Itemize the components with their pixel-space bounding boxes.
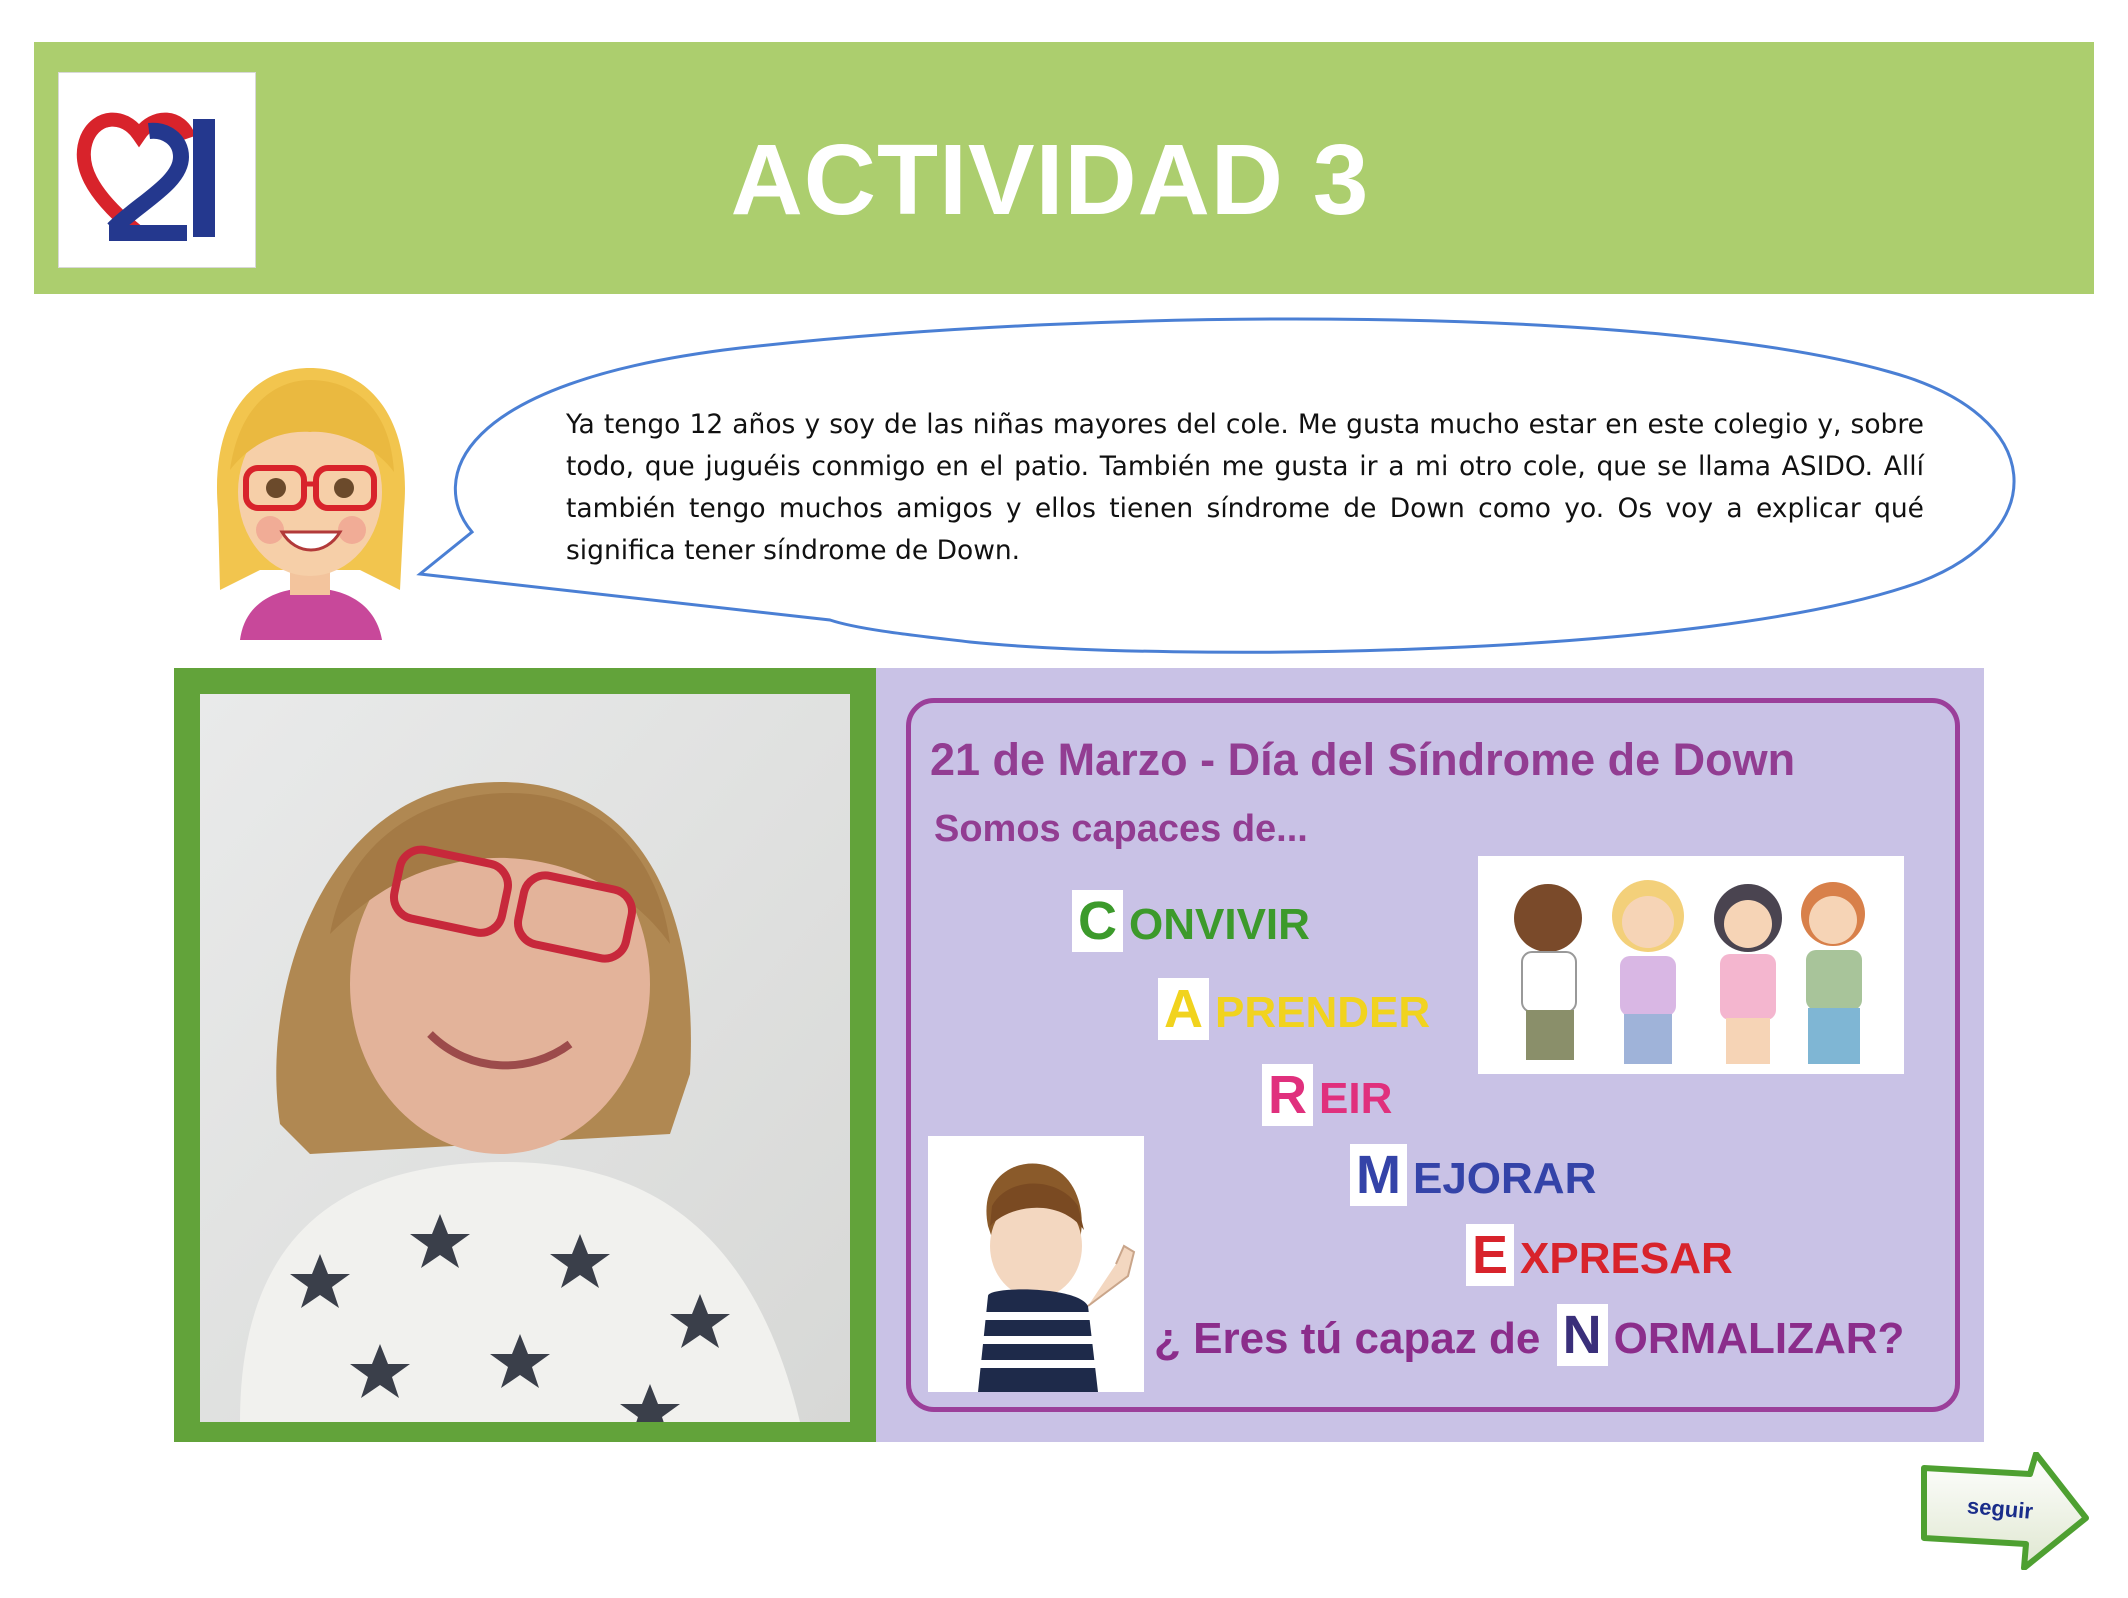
girl-avatar <box>200 360 420 645</box>
kid-figures-icon <box>1514 880 1865 1064</box>
word-expresar: E XPRESAR <box>1466 1224 1733 1287</box>
poster-subtitle: Somos capaces de... <box>934 808 1308 850</box>
poster-title: 21 de Marzo - Día del Síndrome de Down <box>930 734 1796 785</box>
word-reir: R EIR <box>1262 1064 1392 1127</box>
speech-text: Ya tengo 12 años y soy de las niñas mayores del cole. Me gusta mucho estar en este colegio y, sobre todo, que juguéis conmigo en el patio. También me gusta ir a mi otro cole, que se llama ASIDO. Allí también tengo muchos amigos y ellos tienen síndrome de Down como yo. Os voy a explicar qué significa tener síndrome de Down. <box>566 409 1924 566</box>
page-title: ACTIVIDAD 3 <box>730 124 1370 236</box>
girl-avatar-icon <box>200 360 420 640</box>
boy-illustration <box>928 1136 1144 1392</box>
down21-logo-icon <box>69 83 245 259</box>
word-mejorar: M EJORAR <box>1350 1144 1596 1207</box>
svg-text:21: 21 <box>127 164 143 178</box>
girl-photo <box>200 694 850 1422</box>
word-aprender: A PRENDER <box>1158 978 1430 1041</box>
waving-boy-icon <box>978 1164 1134 1393</box>
poster-question: ¿ Eres tú capaz de N ORMALIZAR? <box>1154 1305 1905 1365</box>
word-convivir: C ONVIVIR <box>1072 890 1310 953</box>
next-button-label[interactable]: seguir <box>1966 1493 2035 1524</box>
logo <box>58 72 256 268</box>
kids-illustration <box>1478 856 1904 1074</box>
